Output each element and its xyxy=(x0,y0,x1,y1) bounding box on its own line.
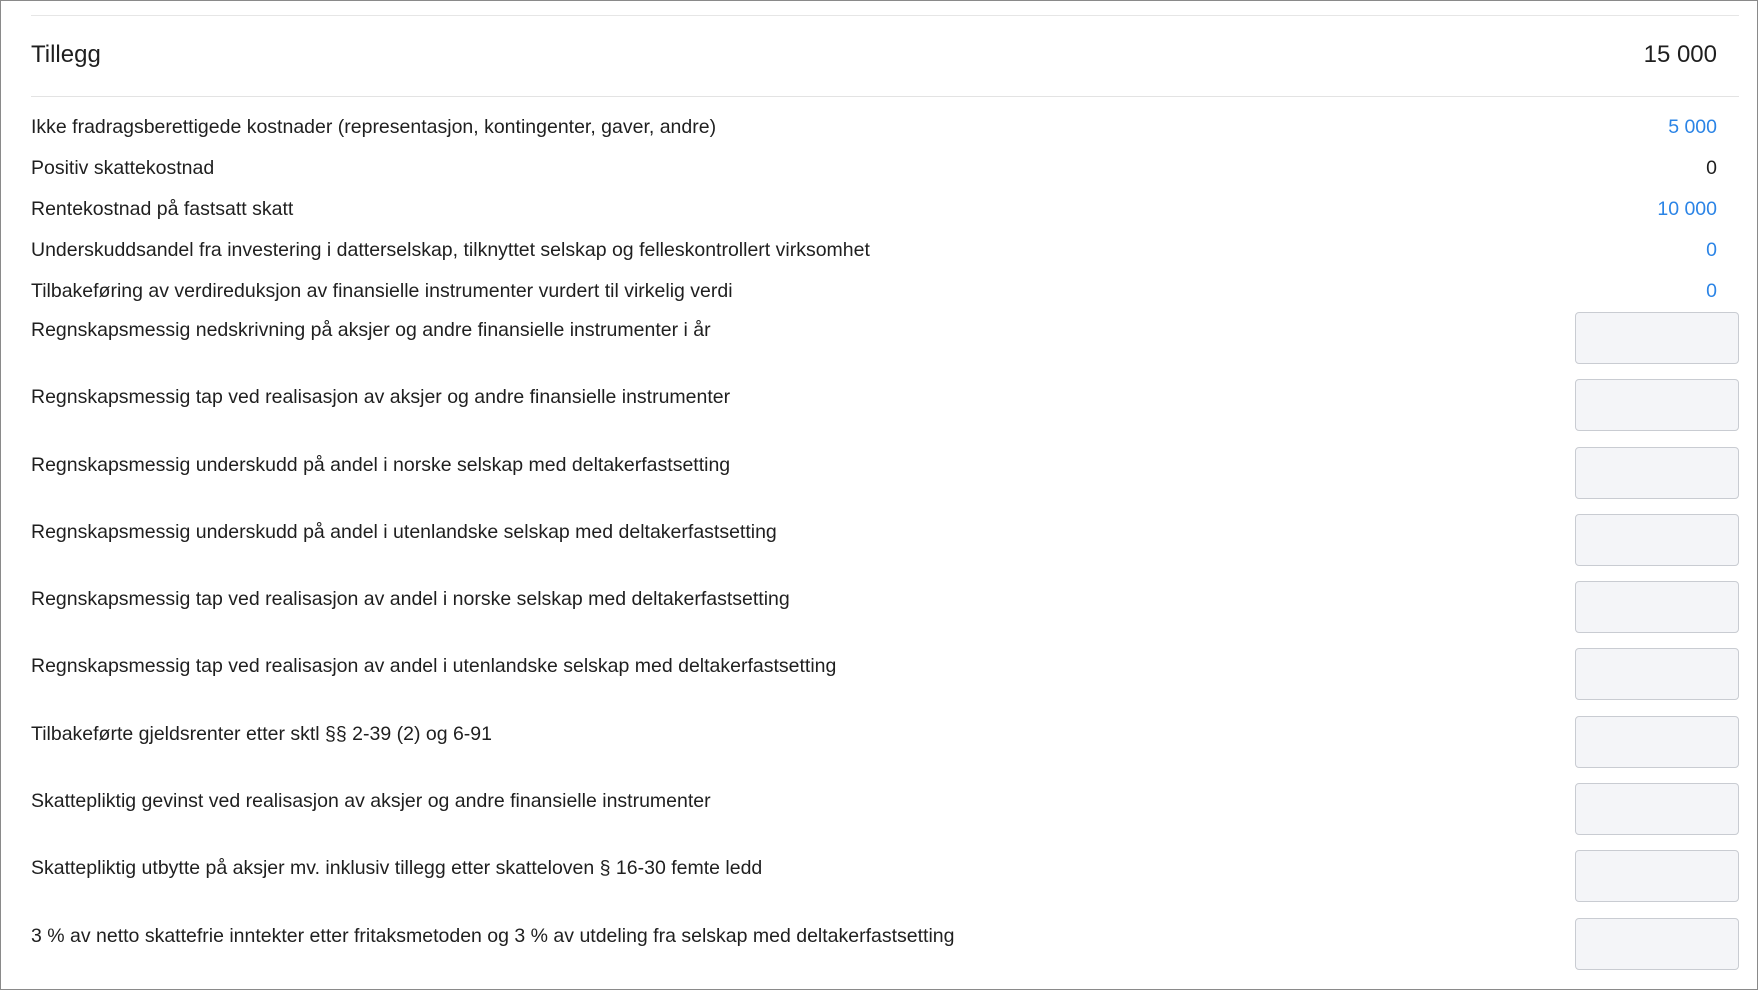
row-label: Tilbakeføring av verdireduksjon av finansielle instrumenter vurdert til virkelig verdi xyxy=(31,280,733,302)
value-row-positiv-skattekostnad xyxy=(31,148,1739,189)
input-row-tap-andel-utenlandske xyxy=(31,648,1739,715)
row-label: Rentekostnad på fastsatt skatt xyxy=(31,198,294,220)
row-label: Regnskapsmessig underskudd på andel i utenlandske selskap med deltakerfastsetting xyxy=(31,520,777,543)
amount-input[interactable] xyxy=(1575,312,1739,364)
input-row-underskudd-utenlandske xyxy=(31,514,1739,581)
amount-input[interactable] xyxy=(1575,918,1739,970)
amount-input[interactable] xyxy=(1575,581,1739,633)
row-value: 0 xyxy=(1706,157,1717,179)
input-row-tap-realisasjon-aksjer xyxy=(31,379,1739,446)
row-label: Skattepliktig utbytte på aksjer mv. inklusiv tillegg etter skatteloven § 16-30 femte ledd xyxy=(31,857,763,880)
top-divider xyxy=(31,15,1739,16)
row-label: Regnskapsmessig tap ved realisasjon av andel i norske selskap med deltakerfastsetting xyxy=(31,588,790,611)
amount-input[interactable] xyxy=(1575,379,1739,431)
amount-input[interactable] xyxy=(1575,716,1739,768)
amount-input[interactable] xyxy=(1575,850,1739,902)
row-label: Positiv skattekostnad xyxy=(31,157,215,179)
amount-input[interactable] xyxy=(1575,648,1739,700)
row-label: 3 % av netto skattefrie inntekter etter fritaksmetoden og 3 % av utdeling fra selskap med deltakerfastsetting xyxy=(31,924,955,947)
row-label: Regnskapsmessig tap ved realisasjon av andel i utenlandske selskap med deltakerfastsetting xyxy=(31,655,837,678)
value-row-rentekostnad xyxy=(31,189,1739,230)
input-row-gevinst-realisasjon xyxy=(31,783,1739,850)
input-row-tap-andel-norske xyxy=(31,581,1739,648)
row-value-link[interactable]: 0 xyxy=(1706,280,1717,302)
value-row-underskuddsandel xyxy=(31,230,1739,271)
row-label: Ikke fradragsberettigede kostnader (representasjon, kontingenter, gaver, andre) xyxy=(31,116,717,138)
row-label: Skattepliktig gevinst ved realisasjon av aksjer og andre finansielle instrumenter xyxy=(31,790,711,813)
row-value-link[interactable]: 10 000 xyxy=(1657,198,1717,220)
input-row-underskudd-norske xyxy=(31,447,1739,514)
row-label: Regnskapsmessig tap ved realisasjon av aksjer og andre finansielle instrumenter xyxy=(31,386,731,409)
section-title: Tillegg xyxy=(31,41,101,68)
value-row-ikke-fradragsberettigede xyxy=(31,107,1739,148)
row-label: Underskuddsandel fra investering i datterselskap, tilknyttet selskap og felleskontrollert virksomhet xyxy=(31,239,870,261)
input-row-nedskrivning-aksjer xyxy=(31,312,1739,379)
row-label: Tilbakeførte gjeldsrenter etter sktl §§ 2-39 (2) og 6-91 xyxy=(31,722,492,745)
row-value-link[interactable]: 5 000 xyxy=(1668,116,1717,138)
header-divider xyxy=(31,96,1739,97)
row-value-link[interactable]: 0 xyxy=(1706,239,1717,261)
rows-container xyxy=(31,107,1739,985)
input-row-tre-prosent xyxy=(31,918,1739,985)
section-header xyxy=(31,31,1717,79)
section-total: 15 000 xyxy=(1643,41,1717,68)
amount-input[interactable] xyxy=(1575,514,1739,566)
input-row-skattepliktig-utbytte xyxy=(31,850,1739,917)
row-label: Regnskapsmessig underskudd på andel i norske selskap med deltakerfastsetting xyxy=(31,453,731,476)
value-row-tilbakeforing-verdireduksjon xyxy=(31,271,1739,312)
row-label: Regnskapsmessig nedskrivning på aksjer og andre finansielle instrumenter i år xyxy=(31,319,711,341)
input-row-tilbakeforte-gjeldsrenter xyxy=(31,716,1739,783)
amount-input[interactable] xyxy=(1575,447,1739,499)
amount-input[interactable] xyxy=(1575,783,1739,835)
